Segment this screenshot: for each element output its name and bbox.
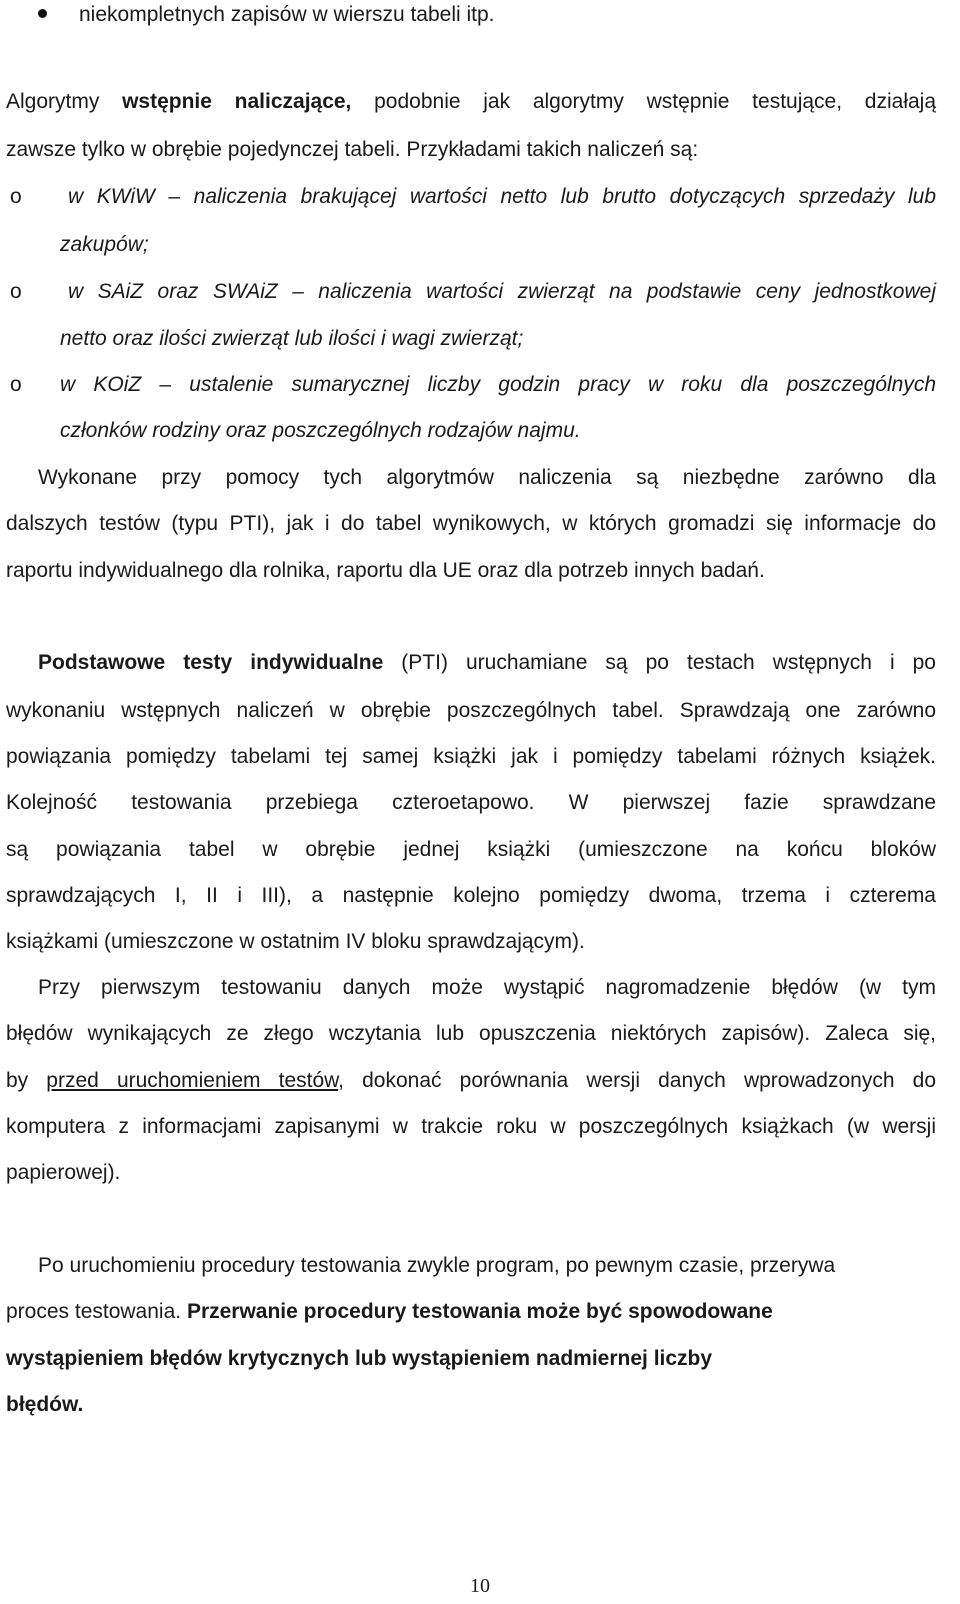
- paragraph-3-line-7: książkami (umieszczone w ostatnim IV bloku sprawdzającym).: [6, 930, 585, 953]
- bullet-dot-icon: [38, 9, 47, 18]
- paragraph-3-line-6: sprawdzających I, II i III), a następnie kolejno pomiędzy dwoma, trzema i czterema: [6, 884, 936, 907]
- paragraph-2-line-1: Wykonane przy pomocy tych algorytmów naliczenia są niezbędne zarówno dla: [38, 466, 936, 489]
- text-run: , dokonać porównania wersji danych wprowadzonych do: [338, 1069, 936, 1092]
- paragraph-4-line-5: papierowej).: [6, 1161, 121, 1184]
- paragraph-5-line-3: wystąpieniem błędów krytycznych lub wystąpieniem nadmiernej liczby: [6, 1347, 713, 1370]
- underlined-phrase: przed uruchomieniem testów: [46, 1069, 339, 1092]
- paragraph-5-line-2: [6, 1297, 936, 1327]
- paragraph-4-line-2: błędów wynikających ze złego wczytania lub opuszczenia niektórych zapisów). Zaleca się,: [6, 1022, 936, 1045]
- sub-item-1-line-2: zakupów;: [60, 233, 149, 256]
- paragraph-3-line-5: są powiązania tabel w obrębie jednej książki (umieszczone na końcu bloków: [6, 838, 936, 861]
- paragraph-2-line-3: raportu indywidualnego dla rolnika, raportu dla UE oraz dla potrzeb innych badań.: [6, 559, 765, 582]
- sub-item-1-line-1: w KWiW – naliczenia brakującej wartości netto lub brutto dotyczących sprzedaży lub: [68, 185, 936, 208]
- text-run: Algorytmy: [6, 90, 123, 113]
- text-run: (PTI) uruchamiane są po testach wstępnych i po: [383, 651, 936, 674]
- paragraph-4-line-3: [6, 1066, 936, 1096]
- text-run: podobnie jak algorytmy wstępnie testujące, działają: [351, 90, 937, 113]
- paragraph-3-line-1: [38, 648, 936, 678]
- sub-item-3-line-2: członków rodziny oraz poszczególnych rodzajów najmu.: [60, 419, 581, 442]
- bold-term: Podstawowe testy indywidualne: [38, 651, 384, 674]
- sub-item-2-line-1: w SAiZ oraz SWAiZ – naliczenia wartości zwierząt na podstawie ceny jednostkowej: [68, 280, 936, 303]
- sub-item-marker: o: [10, 185, 22, 208]
- paragraph-5-line-1: Po uruchomieniu procedury testowania zwykle program, po pewnym czasie, przerywa: [38, 1254, 836, 1277]
- bold-term: wstępnie naliczające,: [122, 90, 352, 113]
- paragraph-1-line-1: [6, 87, 936, 117]
- sub-item-2-line-2: netto oraz ilości zwierząt lub ilości i wagi zwierząt;: [60, 327, 524, 350]
- paragraph-4-line-1: Przy pierwszym testowaniu danych może wystąpić nagromadzenie błędów (w tym: [38, 976, 936, 999]
- page-number: 10: [470, 1575, 490, 1597]
- sub-item-marker: o: [10, 373, 22, 396]
- sub-item-marker: o: [10, 280, 22, 303]
- text-run: proces testowania.: [6, 1300, 187, 1323]
- paragraph-3-line-2: wykonaniu wstępnych naliczeń w obrębie poszczególnych tabel. Sprawdzają one zarówno: [6, 699, 936, 722]
- paragraph-5-line-4: błędów.: [6, 1393, 84, 1416]
- paragraph-1-line-2: zawsze tylko w obrębie pojedynczej tabeli. Przykładami takich naliczeń są:: [6, 138, 699, 161]
- text-run: by: [6, 1069, 47, 1092]
- paragraph-3-line-3: powiązania pomiędzy tabelami tej samej książki jak i pomiędzy tabelami różnych książek.: [6, 745, 936, 768]
- paragraph-4-line-4: komputera z informacjami zapisanymi w trakcie roku w poszczególnych książkach (w wersji: [6, 1115, 936, 1138]
- bullet-item: niekompletnych zapisów w wierszu tabeli itp.: [79, 3, 495, 26]
- sub-item-3-line-1: w KOiZ – ustalenie sumarycznej liczby godzin pracy w roku dla poszczególnych: [60, 373, 936, 396]
- paragraph-3-line-4: Kolejność testowania przebiega czteroetapowo. W pierwszej fazie sprawdzane: [6, 791, 936, 814]
- paragraph-2-line-2: dalszych testów (typu PTI), jak i do tabel wynikowych, w których gromadzi się informacje do: [6, 512, 936, 535]
- bold-text: Przerwanie procedury testowania może być spowodowane: [186, 1300, 773, 1323]
